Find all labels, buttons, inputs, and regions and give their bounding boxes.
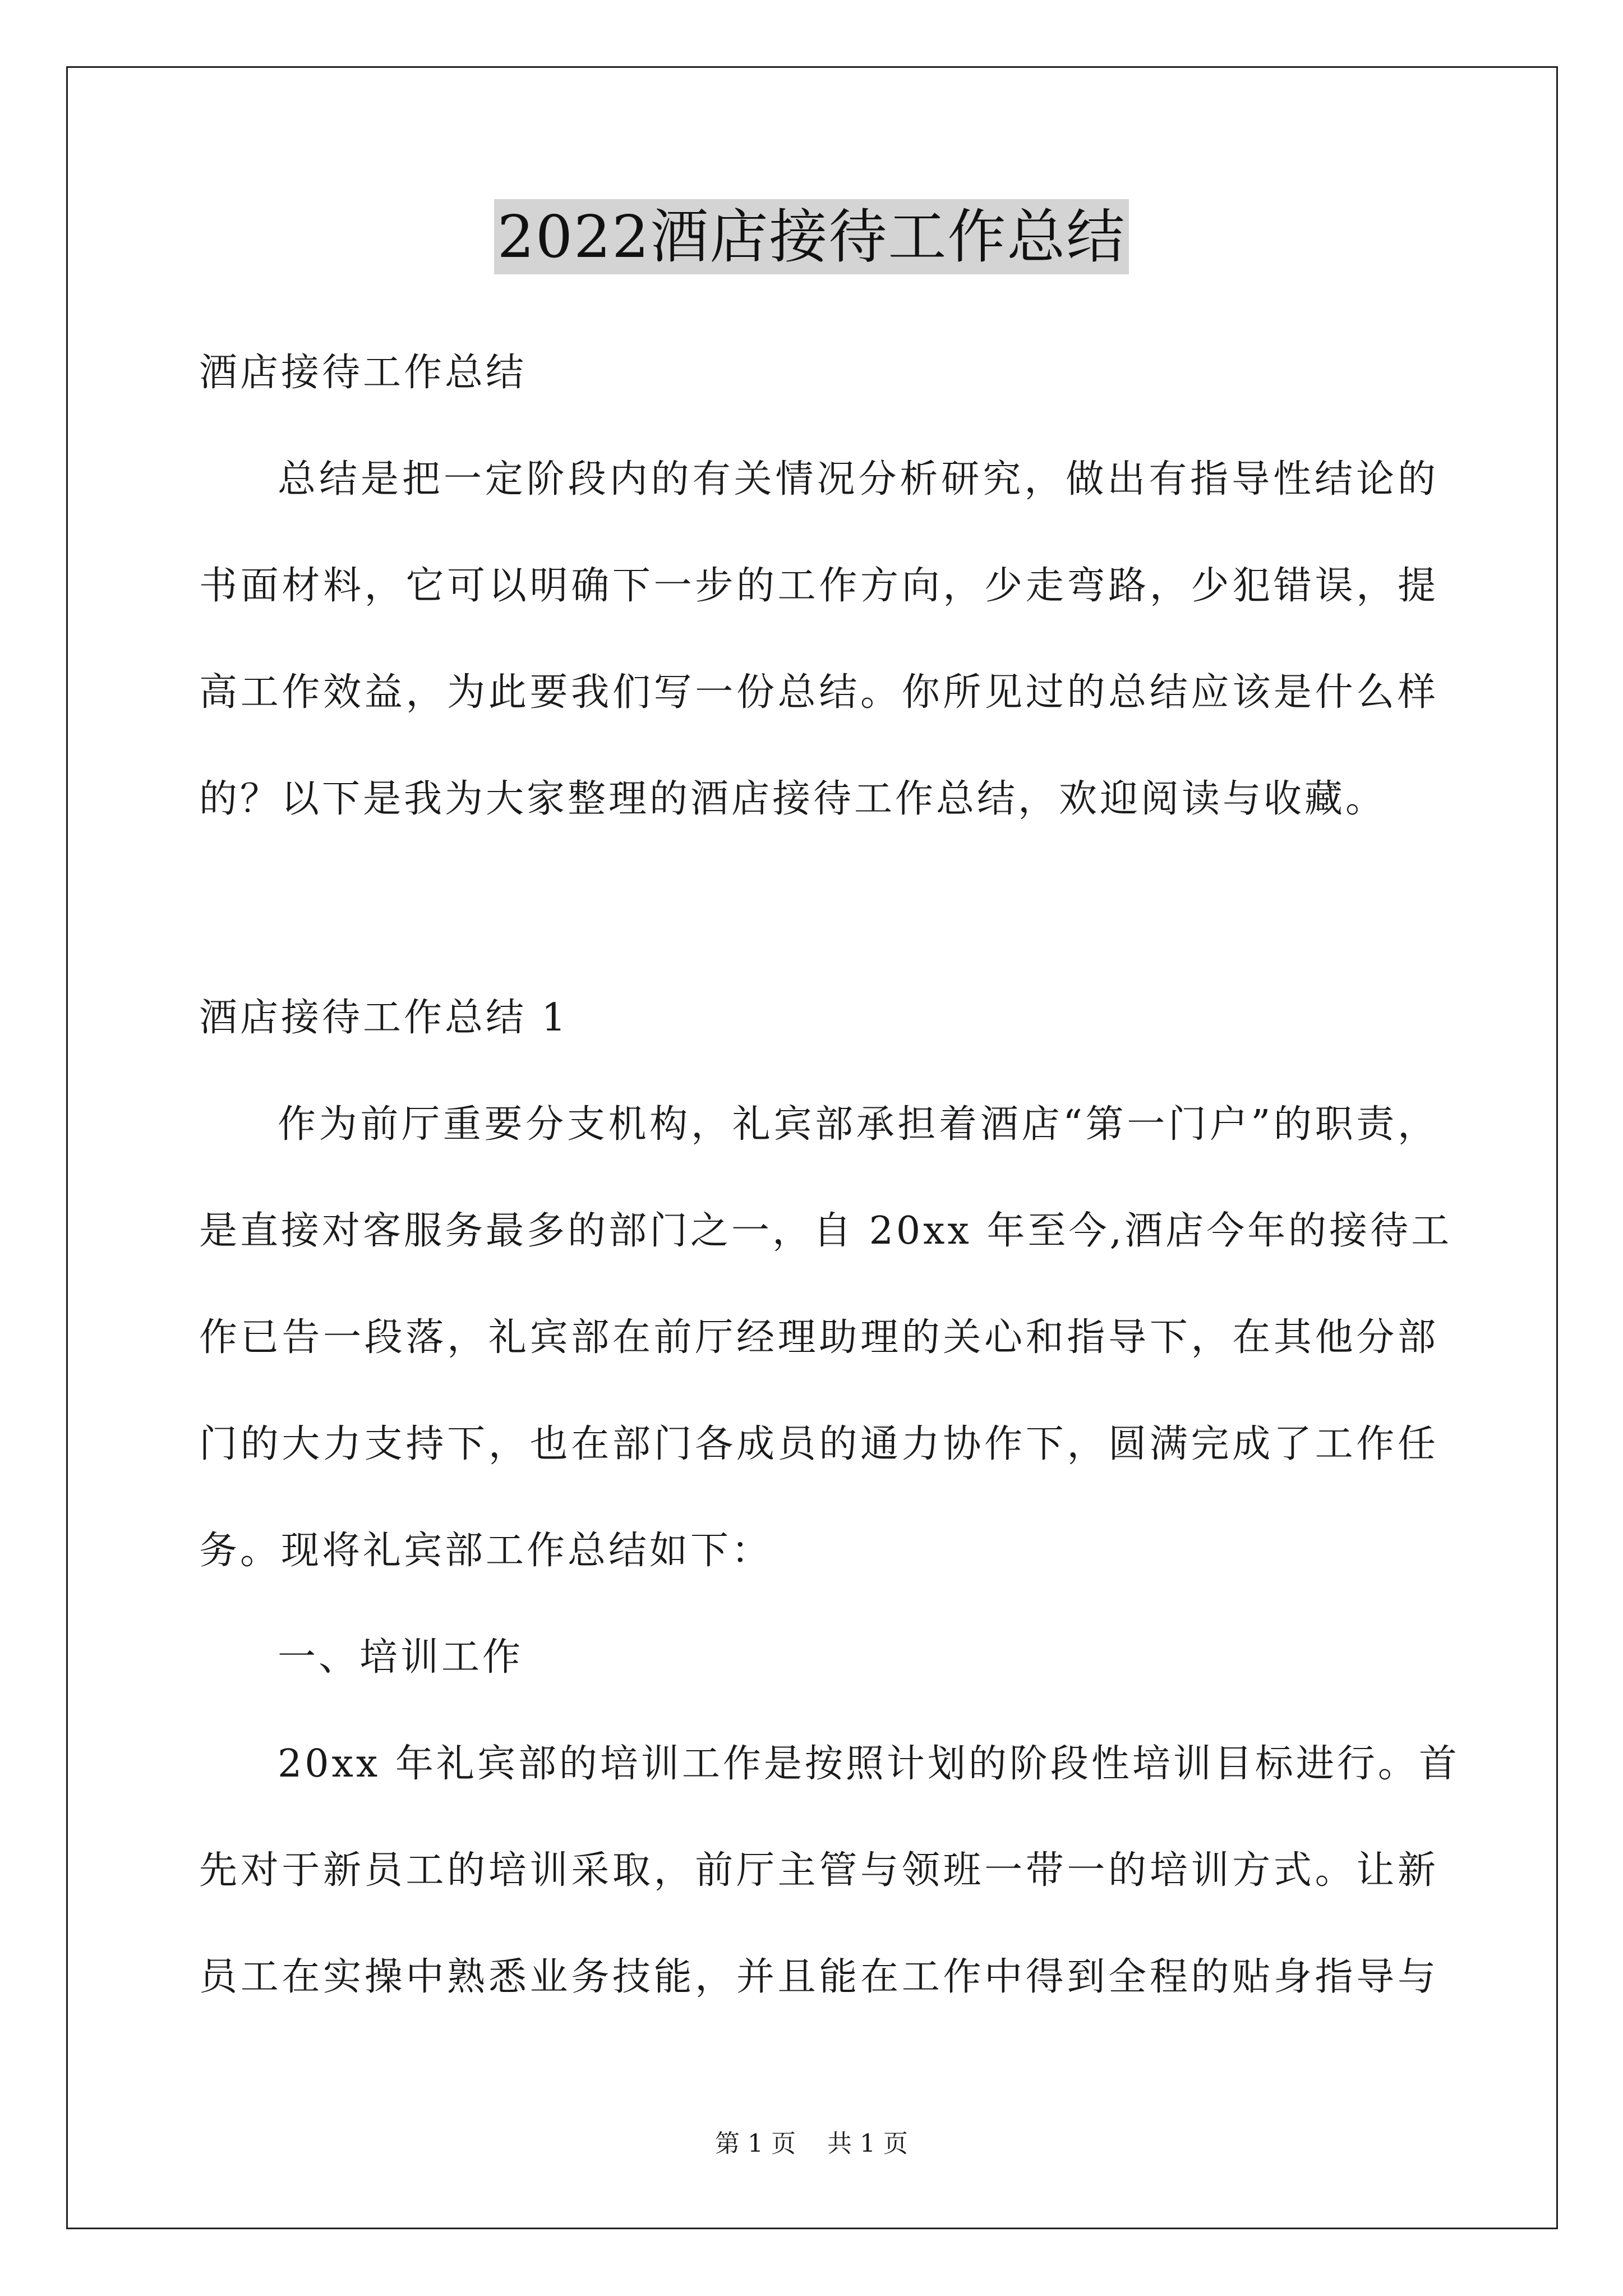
subtitle-line: 酒店接待工作总结 — [199, 351, 527, 395]
paragraph-line: 高工作效益，为此要我们写一份总结。你所见过的总结应该是什么样 — [199, 670, 1438, 715]
page-footer — [0, 2123, 1623, 2159]
title-container — [0, 199, 1623, 274]
paragraph-line: 先对于新员工的培训采取，前厅主管与领班一带一的培训方式。让新 — [199, 1848, 1438, 1893]
paragraph-line: 门的大力支持下，也在部门各成员的通力协作下，圆满完成了工作任 — [199, 1422, 1438, 1466]
paragraph-line: 员工在实操中熟悉业务技能，并且能在工作中得到全程的贴身指导与 — [199, 1955, 1438, 1999]
paragraph-line: 20xx 年礼宾部的培训工作是按照计划的阶段性培训目标进行。首 — [278, 1742, 1460, 1786]
paragraph-line: 作已告一段落，礼宾部在前厅经理助理的关心和指导下，在其他分部 — [199, 1315, 1438, 1360]
subsection-heading: 一、培训工作 — [278, 1635, 524, 1680]
paragraph-line: 务。现将礼宾部工作总结如下： — [199, 1529, 773, 1573]
paragraph-line: 的？以下是我为大家整理的酒店接待工作总结，欢迎阅读与收藏。 — [199, 777, 1387, 821]
paragraph-line: 总结是把一定阶段内的有关情况分析研究，做出有指导性结论的 — [278, 457, 1438, 501]
document-title: 2022酒店接待工作总结 — [494, 199, 1129, 274]
page-number: 第 1 页 共 1 页 — [715, 2129, 908, 2158]
paragraph-line: 是直接对客服务最多的部门之一，自 20xx 年至今,酒店今年的接待工 — [199, 1209, 1453, 1253]
section-heading: 酒店接待工作总结 1 — [199, 996, 569, 1040]
paragraph-line: 作为前厅重要分支机构，礼宾部承担着酒店“第一门户”的职责， — [278, 1102, 1438, 1147]
paragraph-line: 书面材料，它可以明确下一步的工作方向，少走弯路，少犯错误，提 — [199, 564, 1438, 608]
